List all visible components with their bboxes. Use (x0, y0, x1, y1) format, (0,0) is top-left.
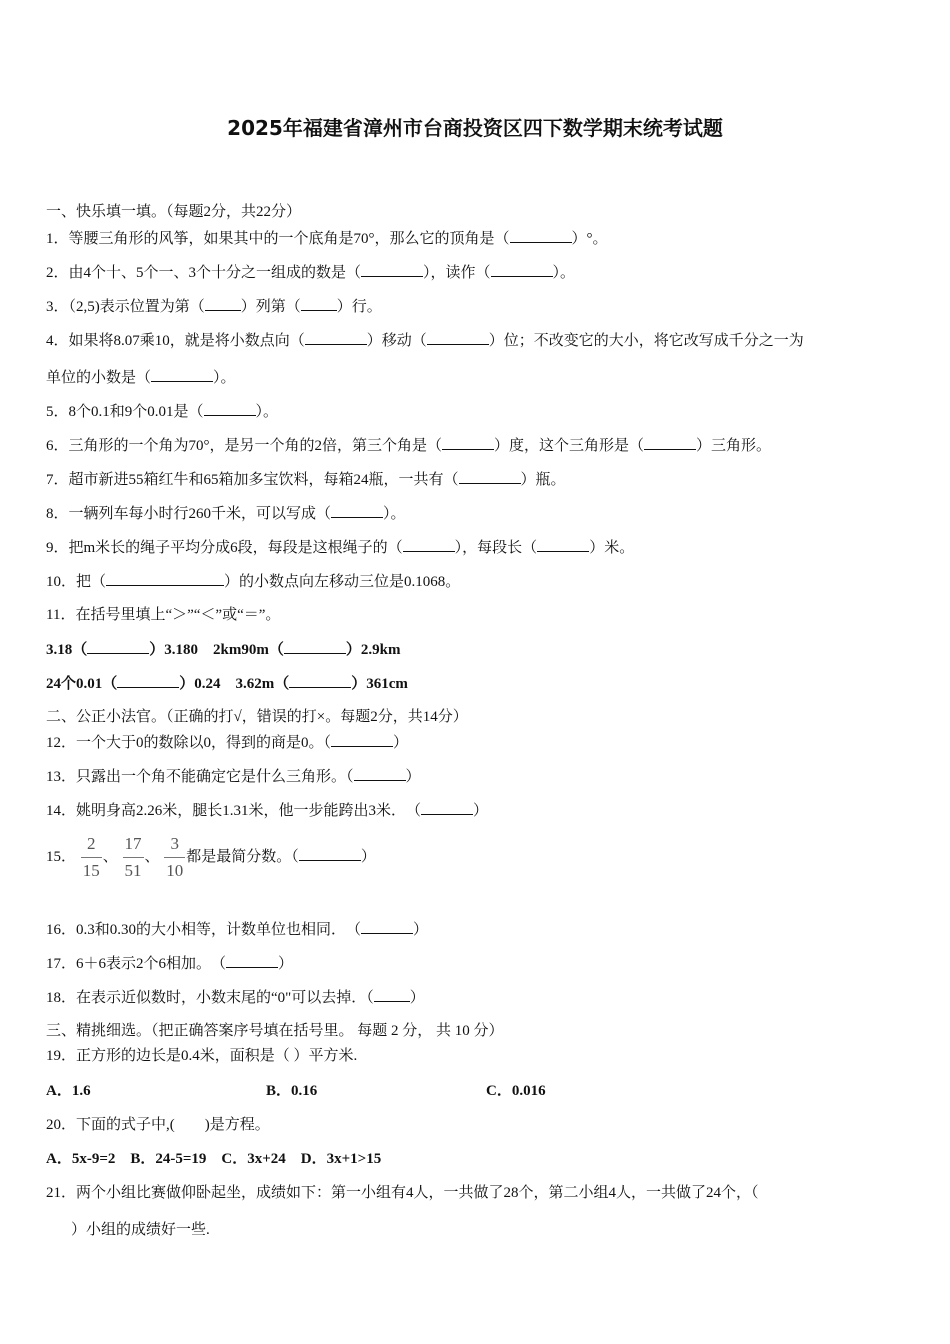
fraction: $\frac{3}{10}$ (166, 834, 184, 881)
section-1-heading: 一、快乐填一填。（每题2分，共22分） (46, 204, 302, 220)
question-12: 12．一个大于0的数除以0，得到的商是0。（ ） (46, 732, 910, 753)
question-4: 4．如果将8.07乘10，就是将小数点向（ ）移动（ ）位；不改变它的大小，将它改写成千分之一为 (46, 330, 910, 351)
question-8: 8．一辆列车每小时行260千米，可以写成（ ）。 (46, 503, 910, 524)
answer-blank[interactable] (301, 296, 337, 311)
option-b[interactable]: B．0.16 (266, 1083, 318, 1099)
question-11-row-2: 24个0.01（ ）0.24 3.62m（ ）361cm (46, 673, 910, 694)
question-9: 9．把m米长的绳子平均分成6段，每段是这根绳子的（ ），每段长（ ）米。 (46, 537, 910, 558)
answer-blank[interactable] (491, 262, 553, 277)
question-16: 16．0.3和0.30的大小相等，计数单位也相同． （ ） (46, 919, 910, 940)
answer-blank[interactable] (361, 262, 423, 277)
answer-blank[interactable] (284, 639, 346, 654)
question-20-options[interactable]: A．5x-9=2 B．24-5=19 C．3x+24 D．3x+1>15 (46, 1151, 382, 1167)
question-17: 17．6＋6表示2个6相加。 （ ） (46, 953, 910, 974)
fraction: $\frac{2}{15}$ (82, 834, 100, 881)
question-21: 21．两个小组比赛做仰卧起坐，成绩如下：第一小组有4人，一共做了28个，第二小组4人，一共做了24个，（ (46, 1185, 759, 1201)
option-a[interactable]: A．1.6 (46, 1083, 91, 1099)
question-11-row-1: 3.18（ ）3.180 2km90m（ ）2.9km (46, 639, 910, 660)
answer-blank[interactable] (117, 673, 179, 688)
answer-blank[interactable] (537, 537, 589, 552)
answer-blank[interactable] (354, 766, 406, 781)
answer-blank[interactable] (226, 953, 278, 968)
question-21-continued: ）小组的成绩好一些. (56, 1222, 210, 1238)
answer-blank[interactable] (459, 469, 521, 484)
question-4-continued: 单位的小数是（ ）。 (46, 367, 910, 388)
answer-blank[interactable] (87, 639, 149, 654)
answer-blank[interactable] (331, 503, 383, 518)
question-11: 11．在括号里填上“＞”“＜”或“＝”。 (46, 607, 281, 623)
question-19: 19．正方形的边长是0.4米，面积是（ ）平方米. (46, 1048, 358, 1064)
answer-blank[interactable] (427, 330, 489, 345)
question-10: 10．把（ ）的小数点向左移动三位是0.1068。 (46, 571, 910, 592)
answer-blank[interactable] (374, 987, 410, 1002)
question-7: 7．超市新进55箱红牛和65箱加多宝饮料，每箱24瓶，一共有（ ）瓶。 (46, 469, 910, 490)
answer-blank[interactable] (361, 919, 413, 934)
question-14: 14．姚明身高2.26米，腿长1.31米，他一步能跨出3米． （ ） (46, 800, 910, 821)
page-title: 2025年福建省漳州市台商投资区四下数学期末统考试题 (227, 116, 723, 140)
answer-blank[interactable] (204, 401, 256, 416)
answer-blank[interactable] (421, 800, 473, 815)
answer-blank[interactable] (106, 571, 224, 586)
answer-blank[interactable] (289, 673, 351, 688)
answer-blank[interactable] (644, 435, 696, 450)
question-2: 2．由4个十、5个一、3个十分之一组成的数是（ ），读作（ ）。 (46, 262, 910, 283)
question-18: 18．在表示近似数时，小数末尾的“0"可以去掉．（ ） (46, 987, 910, 1008)
question-15: 15． $\frac{2}{15}$ 、 $\frac{17}{51}$ 、 $\frac{3}{10}$ 都是最简分数。（ ） (46, 834, 376, 881)
question-6: 6．三角形的一个角为70°，是另一个角的2倍，第三个角是（ ）度，这个三角形是（ ）三角形。 (46, 435, 910, 456)
answer-blank[interactable] (151, 367, 213, 382)
question-3: 3．（2,5)表示位置为第（ ）列第（ ）行。 (46, 296, 910, 317)
answer-blank[interactable] (305, 330, 367, 345)
answer-blank[interactable] (331, 732, 393, 747)
answer-blank[interactable] (403, 537, 455, 552)
answer-blank[interactable] (510, 228, 572, 243)
answer-blank[interactable] (205, 296, 241, 311)
question-20: 20．下面的式子中,( )是方程。 (46, 1117, 270, 1133)
answer-blank[interactable] (299, 846, 361, 861)
answer-blank[interactable] (442, 435, 494, 450)
section-2-heading: 二、公正小法官。（正确的打√，错误的打×。每题2分，共14分） (46, 709, 468, 725)
question-5: 5．8个0.1和9个0.01是（ ）。 (46, 401, 910, 422)
section-3-heading: 三、精挑细选。（把正确答案序号填在括号里。 每题 2 分， 共 10 分） (46, 1023, 504, 1039)
question-13: 13．只露出一个角不能确定它是什么三角形。（ ） (46, 766, 910, 787)
question-19-options (46, 1081, 910, 1101)
option-c[interactable]: C．0.016 (486, 1083, 546, 1099)
question-1: 1．等腰三角形的风筝，如果其中的一个底角是70°，那么它的顶角是（ ）°。 (46, 228, 910, 249)
fraction: $\frac{17}{51}$ (124, 834, 142, 881)
